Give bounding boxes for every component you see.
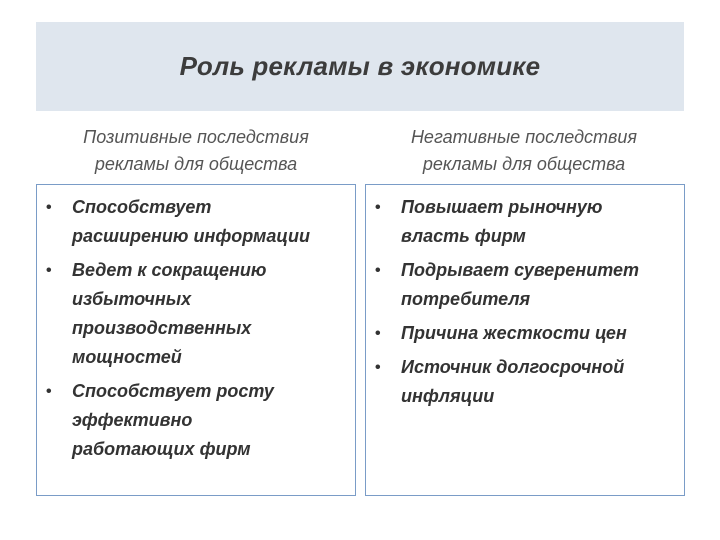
list-item	[366, 319, 684, 348]
list-item-line: Повышает рыночную	[401, 197, 603, 217]
list-item-line: мощностей	[72, 347, 182, 367]
negative-header-line: Негативные последствия	[410, 127, 638, 147]
list-item	[37, 256, 355, 372]
negative-effects-box	[365, 184, 685, 496]
list-item-line: работающих фирм	[72, 439, 251, 459]
list-item-line: избыточных	[72, 289, 192, 309]
list-item	[37, 193, 355, 251]
list-item-line: потребителя	[401, 289, 531, 309]
list-item-line: расширению информации	[72, 226, 310, 246]
bullet-icon: •	[46, 383, 52, 400]
list-item	[37, 377, 355, 464]
bullet-icon: •	[375, 199, 381, 216]
positive-column-header	[36, 124, 356, 178]
list-item	[366, 256, 684, 314]
negative-column-header	[364, 124, 684, 178]
title-banner	[36, 22, 684, 111]
positive-effects-list	[37, 193, 355, 469]
list-item	[366, 353, 684, 411]
list-item-line: производственных	[72, 318, 252, 338]
positive-effects-box	[36, 184, 356, 496]
slide-title: Роль рекламы в экономике	[179, 51, 541, 81]
list-item-line: Способствует росту	[72, 381, 274, 401]
list-item-line: инфляции	[401, 386, 495, 406]
list-item-line: Подрывает суверенитет	[401, 260, 639, 280]
list-item-line: власть фирм	[401, 226, 526, 246]
bullet-icon: •	[46, 199, 52, 216]
bullet-icon: •	[375, 262, 381, 279]
bullet-icon: •	[375, 325, 381, 342]
list-item-line: Причина жесткости цен	[401, 323, 627, 343]
negative-effects-list	[366, 193, 684, 416]
list-item-line: Ведет к сокращению	[72, 260, 267, 280]
list-item-line: Способствует	[72, 197, 212, 217]
positive-header-line: Позитивные последствия	[83, 127, 309, 147]
list-item	[366, 193, 684, 251]
negative-header-line: рекламы для общества	[422, 154, 626, 174]
bullet-icon: •	[46, 262, 52, 279]
positive-header-line: рекламы для общества	[94, 154, 298, 174]
list-item-line: эффективно	[72, 410, 193, 430]
list-item-line: Источник долгосрочной	[401, 357, 625, 377]
bullet-icon: •	[375, 359, 381, 376]
